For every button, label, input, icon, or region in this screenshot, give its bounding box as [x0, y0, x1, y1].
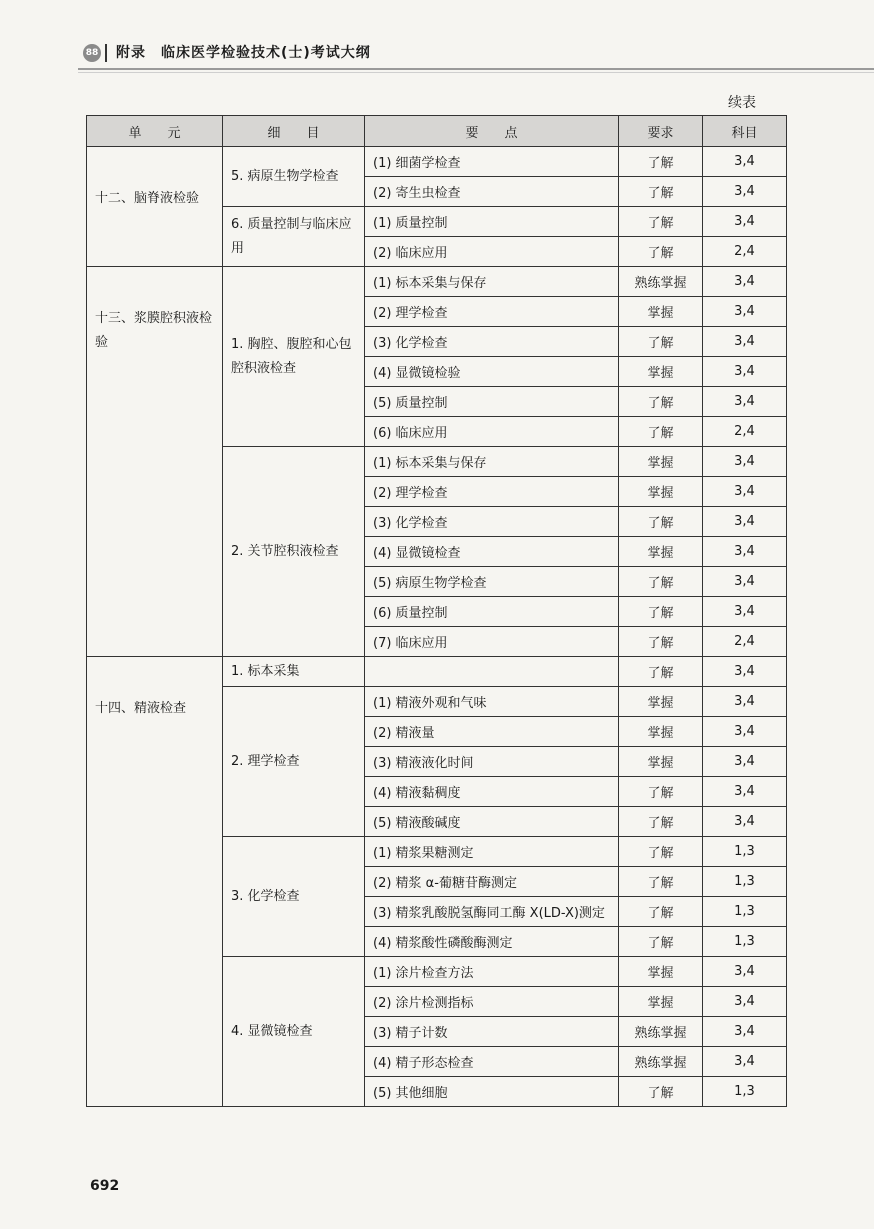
point-cell: (2) 理学检查 [365, 477, 619, 507]
requirement-cell: 掌握 [619, 687, 703, 717]
point-cell: (5) 病原生物学检查 [365, 567, 619, 597]
detail-cell: 3. 化学检查 [223, 837, 365, 957]
subject-cell: 2,4 [703, 627, 787, 657]
subject-cell: 2,4 [703, 237, 787, 267]
requirement-cell: 掌握 [619, 717, 703, 747]
point-cell: (1) 标本采集与保存 [365, 267, 619, 297]
requirement-cell: 了解 [619, 627, 703, 657]
point-cell: (4) 显微镜检查 [365, 537, 619, 567]
continued-label: 续表 [728, 95, 756, 111]
point-cell: (2) 寄生虫检查 [365, 177, 619, 207]
requirement-cell: 了解 [619, 327, 703, 357]
requirement-cell: 熟练掌握 [619, 1047, 703, 1077]
subject-cell: 1,3 [703, 867, 787, 897]
table-body [87, 147, 787, 1107]
requirement-cell: 熟练掌握 [619, 1017, 703, 1047]
header-rule [78, 68, 874, 70]
subject-cell: 3,4 [703, 687, 787, 717]
subject-cell: 3,4 [703, 807, 787, 837]
requirement-cell: 了解 [619, 1077, 703, 1107]
point-cell: (1) 质量控制 [365, 207, 619, 237]
page-header [78, 38, 874, 72]
requirement-cell: 了解 [619, 207, 703, 237]
point-cell: (2) 精浆 α-葡糖苷酶测定 [365, 867, 619, 897]
requirement-cell: 了解 [619, 927, 703, 957]
point-cell: (3) 精子计数 [365, 1017, 619, 1047]
requirement-cell: 掌握 [619, 447, 703, 477]
point-cell: (1) 标本采集与保存 [365, 447, 619, 477]
unit-cell [87, 657, 223, 1107]
subject-cell: 3,4 [703, 957, 787, 987]
detail-cell: 1. 标本采集 [223, 657, 365, 687]
subject-cell: 3,4 [703, 507, 787, 537]
subject-cell: 3,4 [703, 207, 787, 237]
col-requirement: 要求 [619, 116, 703, 147]
requirement-cell: 了解 [619, 657, 703, 687]
point-cell: (4) 精液黏稠度 [365, 777, 619, 807]
chapter-badge: 88 [83, 44, 101, 62]
requirement-cell: 了解 [619, 897, 703, 927]
requirement-cell: 掌握 [619, 357, 703, 387]
requirement-cell: 熟练掌握 [619, 267, 703, 297]
point-cell: (2) 临床应用 [365, 237, 619, 267]
subject-cell: 3,4 [703, 987, 787, 1017]
requirement-cell: 了解 [619, 417, 703, 447]
unit-label: 十四、精液检查 [95, 701, 187, 716]
subject-cell: 3,4 [703, 477, 787, 507]
subject-cell: 3,4 [703, 567, 787, 597]
requirement-cell: 掌握 [619, 987, 703, 1017]
detail-cell: 2. 理学检查 [223, 687, 365, 837]
subject-cell: 3,4 [703, 777, 787, 807]
unit-label: 十三、浆膜腔积液检验 [95, 311, 213, 350]
point-cell: (4) 精浆酸性磷酸酶测定 [365, 927, 619, 957]
detail-cell: 2. 关节腔积液检查 [223, 447, 365, 657]
point-cell: (3) 化学检查 [365, 507, 619, 537]
col-detail: 细 目 [223, 116, 365, 147]
unit-cell [87, 267, 223, 657]
point-cell: (1) 精浆果糖测定 [365, 837, 619, 867]
point-cell: (3) 精浆乳酸脱氢酶同工酶 X(LD-X)测定 [365, 897, 619, 927]
point-cell: (3) 精液液化时间 [365, 747, 619, 777]
point-cell: (5) 精液酸碱度 [365, 807, 619, 837]
table-header-row [87, 116, 787, 147]
requirement-cell: 了解 [619, 507, 703, 537]
table-row [87, 267, 787, 297]
detail-cell: 1. 胸腔、腹腔和心包腔积液检查 [223, 267, 365, 447]
subject-cell: 3,4 [703, 1017, 787, 1047]
col-point: 要 点 [365, 116, 619, 147]
requirement-cell: 掌握 [619, 537, 703, 567]
requirement-cell: 掌握 [619, 747, 703, 777]
point-cell: (5) 质量控制 [365, 387, 619, 417]
table-row [87, 147, 787, 177]
point-cell: (6) 质量控制 [365, 597, 619, 627]
detail-cell: 5. 病原生物学检查 [223, 147, 365, 207]
col-unit: 单 元 [87, 116, 223, 147]
requirement-cell: 了解 [619, 867, 703, 897]
subject-cell: 3,4 [703, 1047, 787, 1077]
detail-cell: 4. 显微镜检查 [223, 957, 365, 1107]
requirement-cell: 了解 [619, 387, 703, 417]
requirement-cell: 了解 [619, 177, 703, 207]
unit-label: 十二、脑脊液检验 [95, 191, 200, 206]
requirement-cell: 掌握 [619, 297, 703, 327]
col-subject: 科目 [703, 116, 787, 147]
point-cell [365, 657, 619, 687]
subject-cell: 3,4 [703, 447, 787, 477]
point-cell: (4) 显微镜检验 [365, 357, 619, 387]
unit-cell [87, 147, 223, 267]
subject-cell: 2,4 [703, 417, 787, 447]
requirement-cell: 了解 [619, 597, 703, 627]
subject-cell: 3,4 [703, 747, 787, 777]
point-cell: (2) 精液量 [365, 717, 619, 747]
header-rule-thin [78, 72, 874, 73]
detail-cell: 6. 质量控制与临床应用 [223, 207, 365, 267]
page-number: 692 [90, 1178, 120, 1194]
subject-cell: 3,4 [703, 717, 787, 747]
subject-cell: 3,4 [703, 537, 787, 567]
requirement-cell: 了解 [619, 837, 703, 867]
subject-cell: 3,4 [703, 297, 787, 327]
point-cell: (1) 涂片检查方法 [365, 957, 619, 987]
subject-cell: 3,4 [703, 267, 787, 297]
point-cell: (1) 细菌学检查 [365, 147, 619, 177]
subject-cell: 3,4 [703, 327, 787, 357]
point-cell: (3) 化学检查 [365, 327, 619, 357]
requirement-cell: 了解 [619, 807, 703, 837]
point-cell: (2) 理学检查 [365, 297, 619, 327]
subject-cell: 1,3 [703, 927, 787, 957]
table-row [87, 657, 787, 687]
subject-cell: 1,3 [703, 897, 787, 927]
subject-cell: 3,4 [703, 597, 787, 627]
point-cell: (6) 临床应用 [365, 417, 619, 447]
point-cell: (1) 精液外观和气味 [365, 687, 619, 717]
requirement-cell: 掌握 [619, 957, 703, 987]
requirement-cell: 掌握 [619, 477, 703, 507]
requirement-cell: 了解 [619, 237, 703, 267]
point-cell: (5) 其他细胞 [365, 1077, 619, 1107]
point-cell: (2) 涂片检测指标 [365, 987, 619, 1017]
header-divider [105, 44, 107, 62]
subject-cell: 3,4 [703, 177, 787, 207]
header-title: 附录 临床医学检验技术(士)考试大纲 [116, 45, 371, 61]
requirement-cell: 了解 [619, 777, 703, 807]
subject-cell: 1,3 [703, 1077, 787, 1107]
point-cell: (4) 精子形态检查 [365, 1047, 619, 1077]
subject-cell: 3,4 [703, 657, 787, 687]
requirement-cell: 了解 [619, 147, 703, 177]
subject-cell: 3,4 [703, 147, 787, 177]
point-cell: (7) 临床应用 [365, 627, 619, 657]
subject-cell: 1,3 [703, 837, 787, 867]
syllabus-table [86, 115, 787, 1107]
subject-cell: 3,4 [703, 357, 787, 387]
requirement-cell: 了解 [619, 567, 703, 597]
subject-cell: 3,4 [703, 387, 787, 417]
